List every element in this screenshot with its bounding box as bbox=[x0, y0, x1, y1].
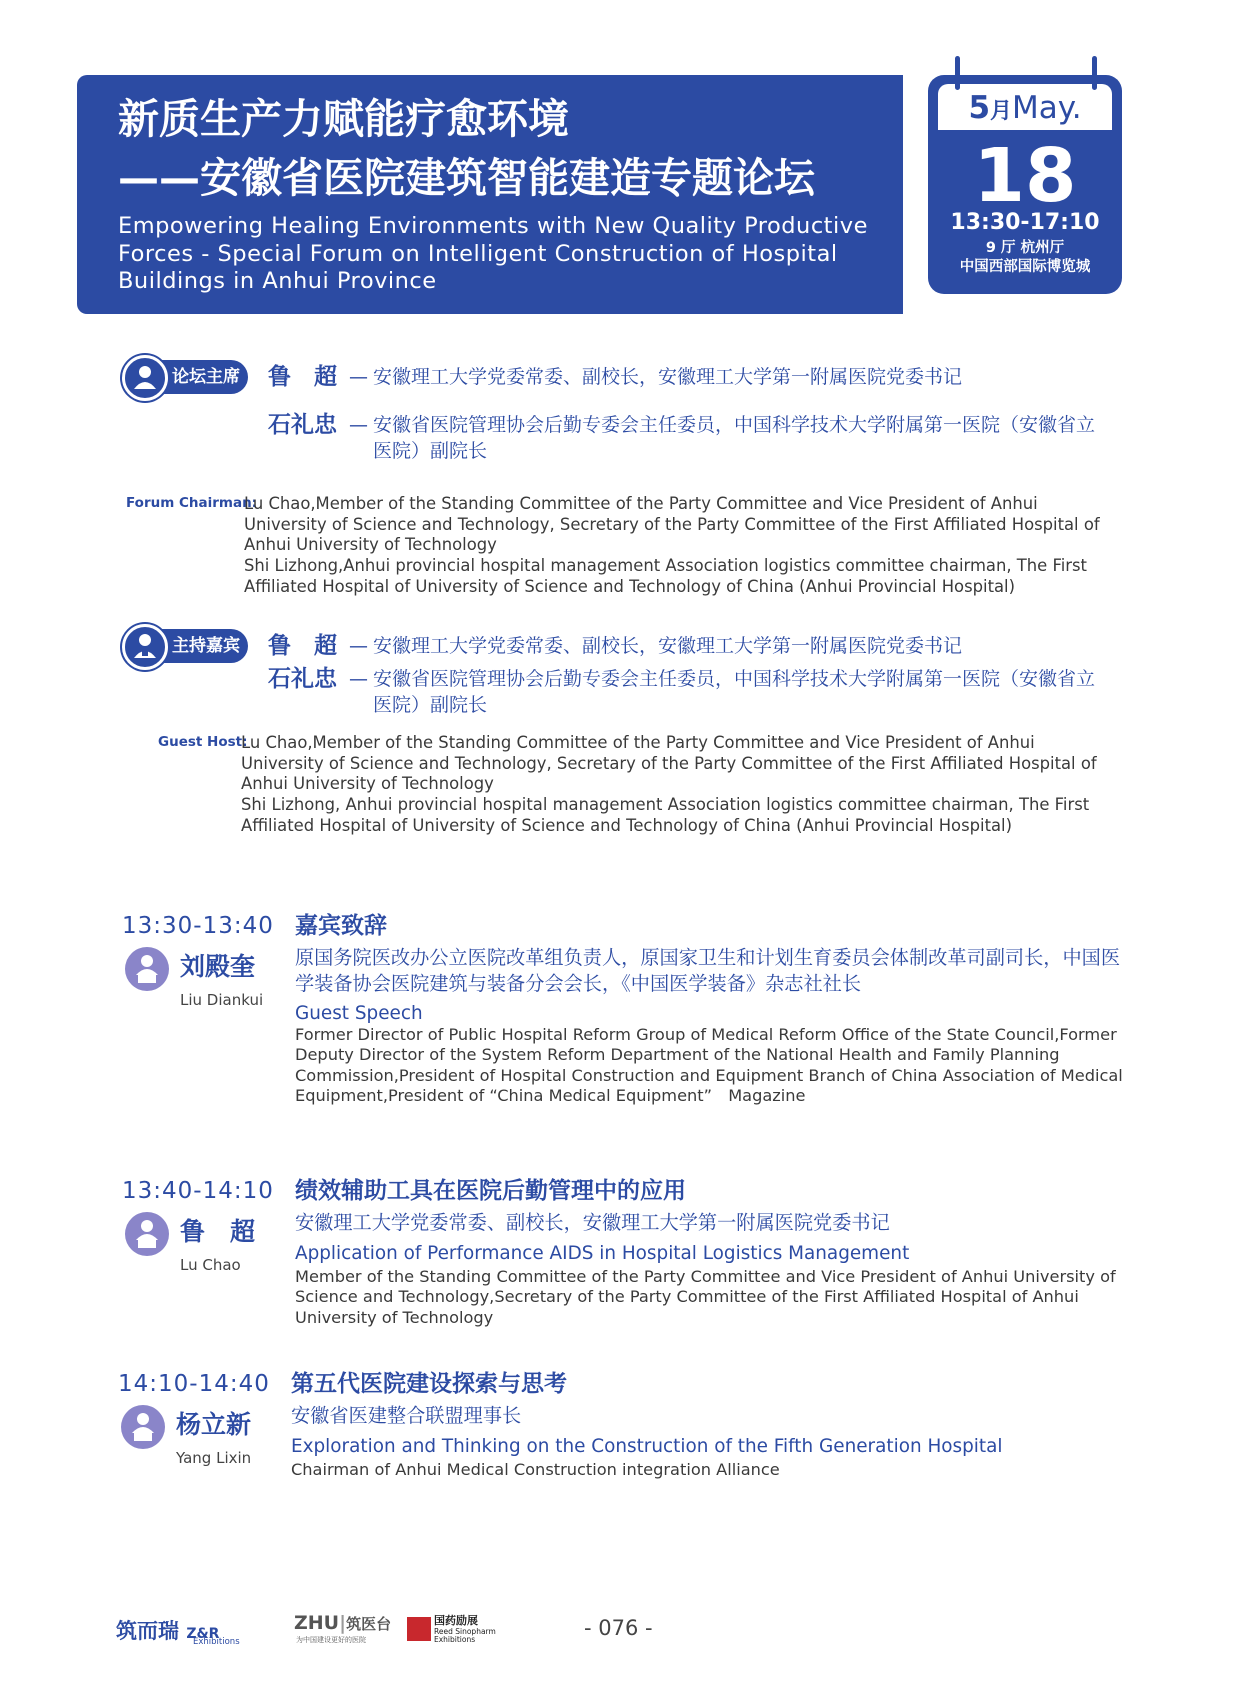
calendar-month: 5月May. bbox=[968, 90, 1082, 126]
speaker-name-en: Lu Chao bbox=[180, 1256, 241, 1274]
dash: — bbox=[349, 635, 368, 657]
dash: — bbox=[349, 366, 368, 388]
title-cn-line1: 新质生产力赋能疗愈环境 bbox=[118, 95, 569, 143]
calendar-day: 18 bbox=[973, 133, 1077, 219]
schedule-time: 13:30-13:40 bbox=[122, 913, 274, 939]
zhu-logo: ZHU|筑医台 bbox=[294, 1612, 392, 1634]
zhu-logo-tag: 为中国建设更好的医院 bbox=[296, 1636, 366, 1644]
host-badge: 主持嘉宾 bbox=[125, 629, 248, 663]
chairman-person-icon bbox=[122, 355, 168, 401]
host-text-en-2: Shi Lizhong, Anhui provincial hospital management Association logistics committee chairman, The First Affiliated Hospital of University of Science and Technology of China (Anhui Provincial Hospital) bbox=[241, 795, 1090, 835]
dash: — bbox=[349, 668, 368, 690]
speaker-podium-icon bbox=[125, 1212, 169, 1256]
speaker-name-en: Yang Lixin bbox=[176, 1449, 252, 1467]
speaker-name-en: Liu Diankui bbox=[180, 991, 264, 1009]
speaker-name-cn: 鲁 超 bbox=[180, 1217, 256, 1246]
topic-en: Exploration and Thinking on the Construction of the Fifth Generation Hospital bbox=[291, 1436, 1003, 1457]
topic-en: Application of Performance AIDS in Hospital Logistics Management bbox=[295, 1243, 910, 1264]
page-number: - 076 - bbox=[584, 1616, 653, 1640]
zr-exhibitions-tag: Exhibitions bbox=[193, 1637, 240, 1647]
host-name: 石礼忠 bbox=[268, 666, 337, 692]
calendar-ring-icon bbox=[955, 56, 960, 90]
calendar-hall: 9 厅 杭州厅 bbox=[985, 240, 1065, 256]
chairman-role: 安徽省医院管理协会后勤专委会主任委员，中国科学技术大学附属第一医院（安徽省立医院）副院长 bbox=[373, 414, 1096, 462]
speaker-name-cn: 刘殿奎 bbox=[180, 952, 256, 981]
chairman-name: 鲁 超 bbox=[268, 364, 337, 390]
host-role: 安徽省医院管理协会后勤专委会主任委员，中国科学技术大学附属第一医院（安徽省立医院）副院长 bbox=[373, 668, 1096, 716]
speaker-title-en: Chairman of Anhui Medical Construction integration Alliance bbox=[291, 1460, 780, 1479]
reed-sinopharm-en2: Exhibitions bbox=[434, 1635, 476, 1644]
host-label-en: Guest Host: bbox=[158, 734, 248, 750]
host-person-icon bbox=[122, 624, 168, 670]
reed-sinopharm-logo: 国药励展 bbox=[434, 1614, 478, 1627]
chairman-name: 石礼忠 bbox=[268, 412, 337, 438]
chairman-text-en-1: Lu Chao,Member of the Standing Committee of the Party Committee and Vice President of Anhui University of Science and Technology, Secretary of the Party Committee of the First Affiliated Hospital of Anhui University of Technology bbox=[244, 494, 1100, 555]
topic-en: Guest Speech bbox=[295, 1003, 423, 1024]
topic-cn: 嘉宾致辞 bbox=[295, 913, 387, 939]
chairman-text-en-2: Shi Lizhong,Anhui provincial hospital management Association logistics committee chairman, The First Affiliated Hospital of University of Science and Technology of China (Anhui Provincial Hospital) bbox=[244, 556, 1087, 596]
chairman-role: 安徽理工大学党委常委、副校长，安徽理工大学第一附属医院党委书记 bbox=[373, 366, 963, 388]
title-cn-line2: ——安徽省医院建筑智能建造专题论坛 bbox=[118, 154, 815, 202]
chairman-badge: 论坛主席 bbox=[125, 360, 248, 394]
zr-exhibitions-logo: 筑而瑞 Z&R bbox=[116, 1619, 220, 1643]
speaker-name-cn: 杨立新 bbox=[176, 1410, 252, 1439]
schedule-time: 13:40-14:10 bbox=[122, 1178, 274, 1204]
reed-sinopharm-logo-mark bbox=[407, 1617, 431, 1641]
topic-cn: 第五代医院建设探索与思考 bbox=[291, 1371, 567, 1397]
calendar-venue: 中国西部国际博览城 bbox=[959, 259, 1091, 275]
calendar-time: 13:30-17:10 bbox=[950, 210, 1100, 235]
speaker-title-en: Member of the Standing Committee of the Party Committee and Vice President of Anhui University of Science and Technology,Secretary of the Party Committee of the First Affiliated Hospital of Anhui University of Technology bbox=[295, 1267, 1116, 1327]
speaker-podium-icon bbox=[121, 1405, 165, 1449]
title-en: Empowering Healing Environments with New Quality Productive Forces - Special Forum on Intelligent Construction of Hospital Buildings in Anhui Province bbox=[118, 213, 868, 294]
speaker-title-cn: 原国务院医改办公立医院改革组负责人，原国家卫生和计划生育委员会体制改革司副司长，中国医学装备协会医院建筑与装备分会会长，《中国医学装备》杂志社社长 bbox=[295, 946, 1121, 995]
speaker-title-en: Former Director of Public Hospital Reform Group of Medical Reform Office of the State Council,Former Deputy Director of the System Reform Department of the National Health and Family Planning Commission,President of Hospital Construction and Equipment Branch of China Association of Medical Equipment,President of “China Medical Equipment” Magazine bbox=[295, 1025, 1123, 1106]
reed-sinopharm-en1: Reed Sinopharm bbox=[434, 1627, 496, 1636]
schedule-time: 14:10-14:40 bbox=[118, 1371, 270, 1397]
chairman-label-en: Forum Chairman: bbox=[126, 495, 258, 511]
calendar-ring-icon bbox=[1092, 56, 1097, 90]
speaker-podium-icon bbox=[125, 947, 169, 991]
host-role: 安徽理工大学党委常委、副校长，安徽理工大学第一附属医院党委书记 bbox=[373, 635, 963, 657]
speaker-title-cn: 安徽省医建整合联盟理事长 bbox=[291, 1404, 522, 1427]
host-text-en-1: Lu Chao,Member of the Standing Committee of the Party Committee and Vice President of Anhui University of Science and Technology, Secretary of the Party Committee of the First Affiliated Hospital of Anhui University of Technology bbox=[241, 733, 1097, 794]
speaker-title-cn: 安徽理工大学党委常委、副校长，安徽理工大学第一附属医院党委书记 bbox=[295, 1211, 890, 1234]
host-name: 鲁 超 bbox=[268, 633, 337, 659]
dash: — bbox=[349, 414, 368, 436]
topic-cn: 绩效辅助工具在医院后勤管理中的应用 bbox=[295, 1178, 686, 1204]
